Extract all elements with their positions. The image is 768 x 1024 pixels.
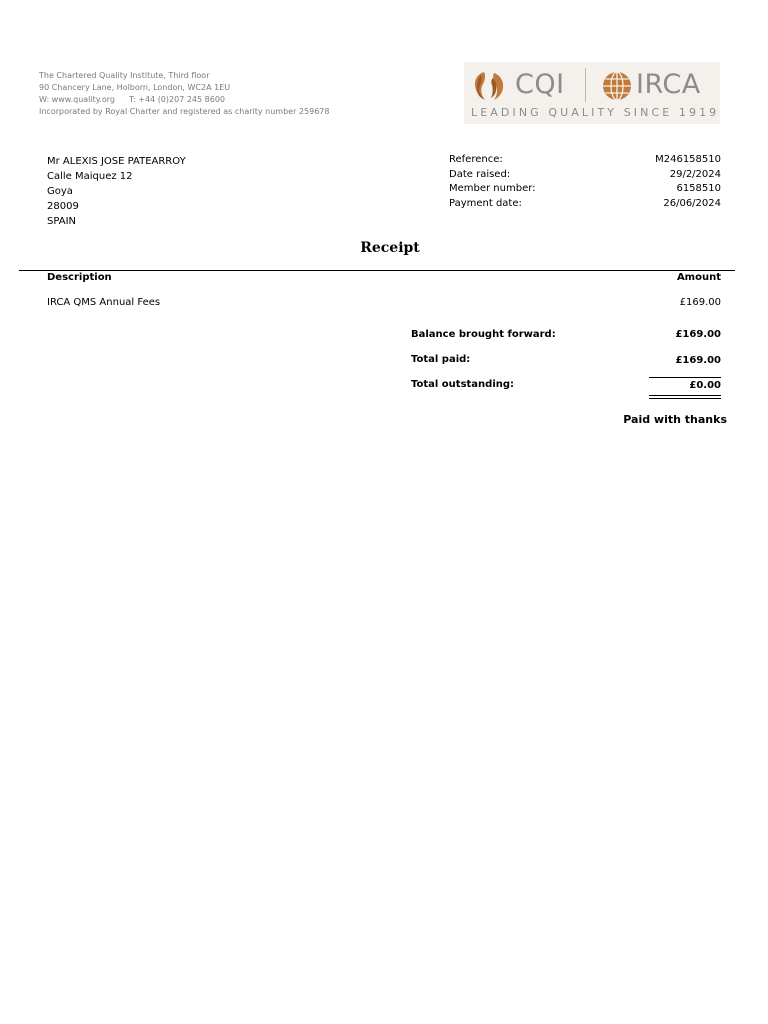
header-rule: [19, 270, 735, 271]
member-number-value: 6158510: [676, 183, 721, 194]
recipient-country: SPAIN: [47, 216, 77, 227]
total-top-rule: [649, 377, 721, 378]
org-address-line-1: The Chartered Quality Institute, Third floor: [39, 71, 210, 80]
balance-forward-label: Balance brought forward:: [411, 329, 556, 340]
total-double-rule-upper: [649, 395, 721, 396]
logo-divider: [585, 68, 586, 102]
recipient-name: Mr ALEXIS JOSE PATEARROY: [47, 156, 186, 167]
member-number-label: Member number:: [449, 183, 536, 194]
paid-with-thanks-note: Paid with thanks: [623, 413, 727, 426]
date-raised-label: Date raised:: [449, 168, 511, 180]
reference-row: [449, 153, 721, 168]
globe-icon: [601, 70, 633, 102]
cqi-irca-logo: [464, 62, 720, 124]
org-charter-line: Incorporated by Royal Charter and registered as charity number 259678: [39, 107, 330, 116]
total-outstanding-value: £0.00: [689, 380, 721, 391]
member-number-row: [449, 182, 721, 197]
cqi-mark-icon: [470, 70, 510, 102]
payment-date-value: 26/06/2024: [663, 197, 721, 209]
cqi-wordmark: CQI: [515, 69, 565, 100]
date-raised-row: [449, 168, 721, 183]
total-outstanding-label: Total outstanding:: [411, 379, 515, 390]
payment-date-label: Payment date:: [449, 197, 522, 209]
org-contact-line: [39, 94, 329, 106]
date-raised-value: 29/2/2024: [669, 168, 721, 180]
recipient-street: Calle Maiquez 12: [47, 171, 133, 182]
reference-value: M246158510: [655, 154, 721, 165]
payment-date-row: [449, 197, 721, 212]
irca-wordmark: IRCA: [636, 69, 701, 100]
column-header-amount: Amount: [676, 272, 721, 283]
org-phone: T: +44 (0)207 245 8600: [129, 95, 226, 104]
recipient-postcode: 28009: [47, 201, 79, 212]
organisation-info: [39, 70, 329, 118]
reference-label: Reference:: [449, 154, 503, 165]
total-paid-label: Total paid:: [411, 354, 471, 365]
balance-forward-value: £169.00: [675, 329, 721, 340]
logo-tagline: LEADING QUALITY SINCE 1919: [471, 106, 720, 119]
total-paid-value: £169.00: [675, 355, 721, 366]
recipient-address: [47, 154, 186, 229]
reference-details: [449, 153, 721, 211]
total-double-rule-lower: [649, 398, 721, 399]
line-item-amount: £169.00: [679, 297, 721, 308]
document-title: Receipt: [360, 240, 420, 256]
org-address-line-2: 90 Chancery Lane, Holborn, London, WC2A 1EU: [39, 83, 231, 92]
column-header-description: Description: [47, 272, 112, 283]
org-website: W: www.quality.org: [39, 95, 116, 104]
line-item-description: IRCA QMS Annual Fees: [47, 297, 161, 308]
recipient-city: Goya: [47, 186, 73, 197]
